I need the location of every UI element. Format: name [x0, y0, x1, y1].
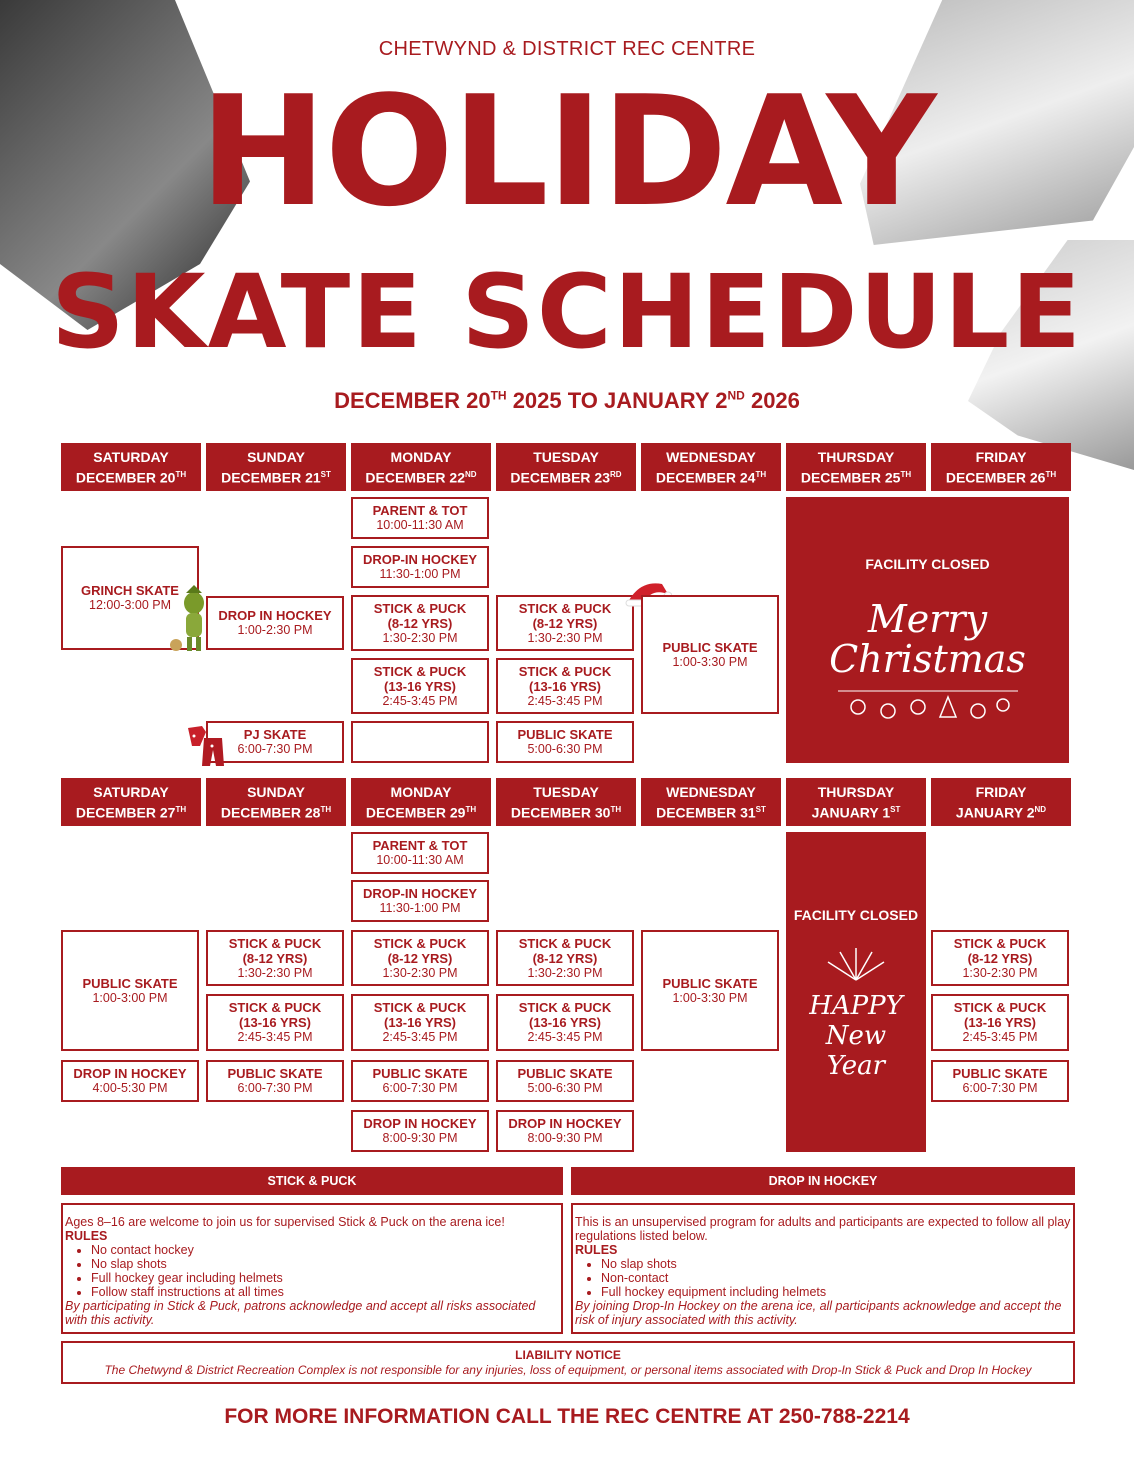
- day-name: FRIDAY: [975, 784, 1027, 800]
- drop-in-rules: [575, 1257, 1071, 1299]
- facility-closed-new-year: [786, 832, 926, 1152]
- day-date: DECEMBER 21ST: [221, 469, 331, 486]
- day-header: [206, 443, 346, 491]
- event-sat2-drop-in-hockey: DROP IN HOCKEY 4:00-5:30 PM: [61, 1060, 199, 1102]
- event-mon2-drop-in-hockey-evening: DROP IN HOCKEY 8:00-9:30 PM: [351, 1110, 489, 1152]
- rule-item: • Full hockey gear including helmets: [91, 1271, 559, 1285]
- stick-puck-heading: STICK & PUCK: [61, 1167, 563, 1195]
- day-header: [786, 778, 926, 826]
- day-header: [61, 443, 201, 491]
- day-header: [351, 778, 491, 826]
- event-mon-parent-tot: PARENT & TOT 10:00-11:30 AM: [351, 497, 489, 539]
- facility-closed-christmas: [786, 497, 1069, 763]
- event-pj-skate: PJ SKATE 6:00-7:30 PM: [206, 721, 344, 763]
- day-date: JANUARY 1ST: [811, 804, 901, 821]
- org-name: CHETWYND & DISTRICT REC CENTRE: [378, 38, 756, 60]
- day-name: THURSDAY: [817, 449, 895, 465]
- day-name: SATURDAY: [93, 784, 169, 800]
- day-header: [641, 778, 781, 826]
- event-mon-stick-puck-8-12: STICK & PUCK (8-12 YRS) 1:30-2:30 PM: [351, 595, 489, 651]
- day-name: SUNDAY: [247, 449, 305, 465]
- day-date: DECEMBER 20TH: [75, 469, 187, 486]
- event-mon2-drop-in-hockey: DROP-IN HOCKEY 11:30-1:00 PM: [351, 880, 489, 922]
- day-name: THURSDAY: [817, 784, 895, 800]
- day-date: DECEMBER 22ND: [365, 469, 477, 486]
- event-grinch-skate: GRINCH SKATE 12:00-3:00 PM: [61, 546, 199, 650]
- event-wed-public-skate: PUBLIC SKATE 1:00-3:30 PM: [641, 595, 779, 714]
- rule-item: • No contact hockey: [91, 1243, 559, 1257]
- merry-christmas-art: Merry Christmas: [829, 597, 1026, 681]
- event-tue-stick-puck-8-12: STICK & PUCK (8-12 YRS) 1:30-2:30 PM: [496, 595, 634, 651]
- day-date: JANUARY 2ND: [955, 804, 1047, 821]
- day-name: MONDAY: [390, 784, 452, 800]
- footer-contact: FOR MORE INFORMATION CALL THE REC CENTRE AT 250-788-2214: [224, 1405, 910, 1428]
- day-name: SUNDAY: [247, 784, 305, 800]
- day-header: [206, 778, 346, 826]
- day-date: DECEMBER 24TH: [655, 469, 767, 486]
- event-fri2-stick-puck-13-16: STICK & PUCK (13-16 YRS) 2:45-3:45 PM: [931, 994, 1069, 1051]
- rule-item: • Non-contact: [601, 1271, 1071, 1285]
- day-header: [351, 443, 491, 491]
- event-fri2-stick-puck-8-12: STICK & PUCK (8-12 YRS) 1:30-2:30 PM: [931, 930, 1069, 986]
- liability-title: LIABILITY NOTICE: [515, 1348, 621, 1362]
- event-tue-public-skate: PUBLIC SKATE 5:00-6:30 PM: [496, 721, 634, 763]
- event-tue2-stick-puck-8-12: STICK & PUCK (8-12 YRS) 1:30-2:30 PM: [496, 930, 634, 986]
- day-header: [496, 443, 636, 491]
- rule-item: • Full hockey equipment including helmets: [601, 1285, 1071, 1299]
- event-tue2-drop-in-hockey: DROP IN HOCKEY 8:00-9:30 PM: [496, 1110, 634, 1152]
- stick-puck-rules: [65, 1243, 559, 1299]
- rule-item: • No slap shots: [601, 1257, 1071, 1271]
- event-tue2-public-skate: PUBLIC SKATE 5:00-6:30 PM: [496, 1060, 634, 1102]
- event-sun2-public-skate: PUBLIC SKATE 6:00-7:30 PM: [206, 1060, 344, 1102]
- day-date: DECEMBER 26TH: [945, 469, 1057, 486]
- drop-in-intro: This is an unsupervised program for adults and participants are expected to follow all play regulations listed below.: [575, 1215, 1071, 1243]
- drop-in-rules-label: RULES: [575, 1243, 618, 1257]
- event-wed2-public-skate: PUBLIC SKATE 1:00-3:30 PM: [641, 930, 779, 1051]
- day-date: DECEMBER 31ST: [656, 804, 766, 821]
- liability-notice: [61, 1341, 1075, 1384]
- event-sun2-stick-puck-13-16: STICK & PUCK (13-16 YRS) 2:45-3:45 PM: [206, 994, 344, 1051]
- facility-closed-label: FACILITY CLOSED: [865, 556, 990, 572]
- event-mon-empty: [351, 721, 489, 763]
- event-mon2-parent-tot: PARENT & TOT 10:00-11:30 AM: [351, 832, 489, 874]
- day-name: SATURDAY: [93, 449, 169, 465]
- day-name: WEDNESDAY: [666, 784, 756, 800]
- day-name: WEDNESDAY: [666, 449, 756, 465]
- fireworks-icon: [796, 942, 916, 982]
- title-skate-schedule: SKATE SCHEDULE: [51, 253, 1083, 372]
- day-header: [61, 778, 201, 826]
- event-sun-drop-in-hockey: DROP IN HOCKEY 1:00-2:30 PM: [206, 596, 344, 650]
- day-header: [641, 443, 781, 491]
- day-name: TUESDAY: [533, 449, 599, 465]
- day-header: [931, 778, 1071, 826]
- event-sun2-stick-puck-8-12: STICK & PUCK (8-12 YRS) 1:30-2:30 PM: [206, 930, 344, 986]
- day-date: DECEMBER 25TH: [800, 469, 912, 486]
- event-mon-stick-puck-13-16: STICK & PUCK (13-16 YRS) 2:45-3:45 PM: [351, 658, 489, 714]
- event-mon-drop-in-hockey: DROP-IN HOCKEY 11:30-1:00 PM: [351, 546, 489, 588]
- stick-puck-rules-label: RULES: [65, 1229, 108, 1243]
- facility-closed-label-2: FACILITY CLOSED: [793, 907, 919, 923]
- drop-in-heading: DROP IN HOCKEY: [571, 1167, 1075, 1195]
- event-mon2-stick-puck-13-16: STICK & PUCK (13-16 YRS) 2:45-3:45 PM: [351, 994, 489, 1051]
- day-header: [496, 778, 636, 826]
- stick-puck-intro: Ages 8–16 are welcome to join us for supervised Stick & Puck on the arena ice!: [65, 1215, 505, 1229]
- event-fri2-public-skate: PUBLIC SKATE 6:00-7:30 PM: [931, 1060, 1069, 1102]
- date-range: DECEMBER 20TH 2025 TO JANUARY 2ND 2026: [334, 388, 800, 413]
- day-date: DECEMBER 28TH: [220, 804, 332, 821]
- ornaments-icon: [838, 687, 1018, 727]
- event-mon2-stick-puck-8-12: STICK & PUCK (8-12 YRS) 1:30-2:30 PM: [351, 930, 489, 986]
- day-header: [786, 443, 926, 491]
- title-holiday: HOLIDAY: [199, 63, 935, 240]
- day-date: DECEMBER 29TH: [365, 804, 477, 821]
- day-name: MONDAY: [390, 449, 452, 465]
- stick-puck-note: By participating in Stick & Puck, patrons acknowledge and accept all risks associated with this activity.: [65, 1299, 536, 1327]
- happy-new-year-art: HAPPY New Year: [809, 991, 903, 1081]
- event-tue-stick-puck-13-16: STICK & PUCK (13-16 YRS) 2:45-3:45 PM: [496, 658, 634, 714]
- pajamas-icon: [182, 724, 228, 768]
- rule-item: • Follow staff instructions at all times: [91, 1285, 559, 1299]
- day-date: DECEMBER 27TH: [75, 804, 187, 821]
- event-sat2-public-skate: PUBLIC SKATE 1:00-3:00 PM: [61, 930, 199, 1051]
- drop-in-info: [571, 1203, 1075, 1334]
- stick-puck-info: [61, 1203, 563, 1334]
- day-date: DECEMBER 30TH: [510, 804, 622, 821]
- day-name: TUESDAY: [533, 784, 599, 800]
- event-tue2-stick-puck-13-16: STICK & PUCK (13-16 YRS) 2:45-3:45 PM: [496, 994, 634, 1051]
- day-name: FRIDAY: [975, 449, 1027, 465]
- event-mon2-public-skate: PUBLIC SKATE 6:00-7:30 PM: [351, 1060, 489, 1102]
- liability-text: The Chetwynd & District Recreation Complex is not responsible for any injuries, loss of equipment, or personal items associated with Drop-In Stick & Puck and Drop In Hockey: [104, 1363, 1032, 1377]
- day-date: DECEMBER 23RD: [510, 469, 622, 486]
- drop-in-note: By joining Drop-In Hockey on the arena ice, all participants acknowledge and accept the risk of injury associated with this activity.: [575, 1299, 1062, 1327]
- day-header: [931, 443, 1071, 491]
- rule-item: • No slap shots: [91, 1257, 559, 1271]
